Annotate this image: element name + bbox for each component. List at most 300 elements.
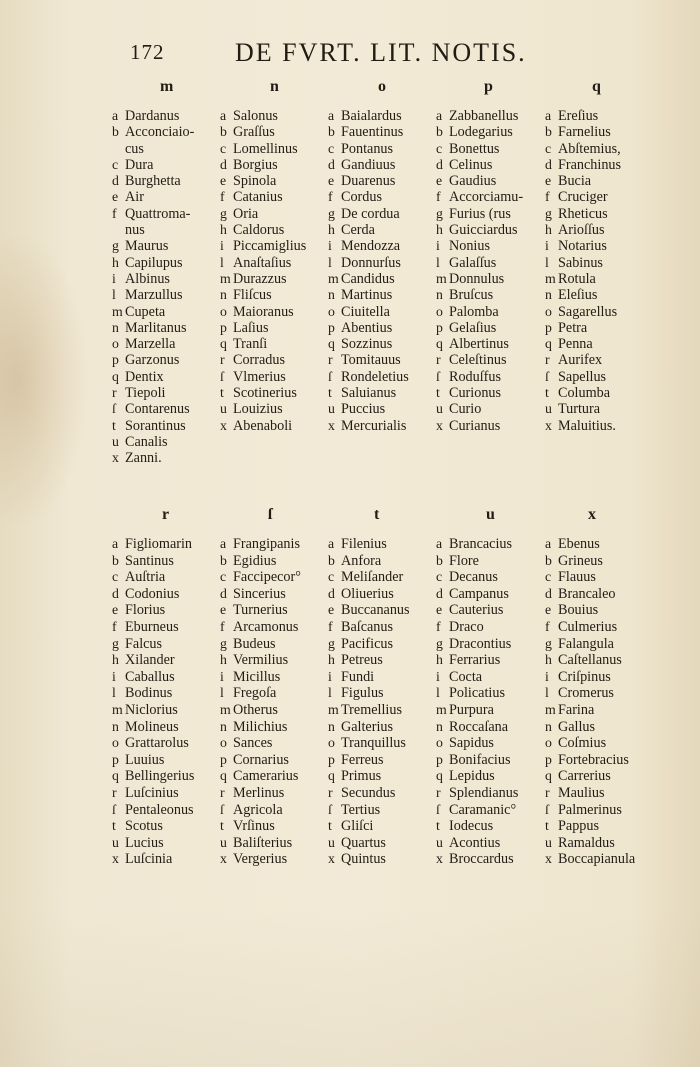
entry-letter: f <box>436 189 441 205</box>
entry-letter: b <box>436 124 443 140</box>
entry-letter: i <box>545 238 549 254</box>
entry-name: Figulus <box>341 685 384 702</box>
entry-letter: x <box>112 851 119 867</box>
cipher-entry <box>220 124 335 140</box>
cipher-entry <box>436 287 551 303</box>
cipher-entry <box>436 835 551 852</box>
cipher-entry <box>112 173 227 189</box>
cipher-entry <box>545 320 660 336</box>
entry-name: Falangula <box>558 635 614 652</box>
cipher-entry <box>328 336 443 352</box>
entry-letter: ſ <box>436 801 440 817</box>
entry-name: Sincerius <box>233 585 286 602</box>
cipher-entry <box>220 418 335 434</box>
cipher-entry <box>436 619 551 636</box>
cipher-column <box>328 536 443 868</box>
entry-name: Scotinerius <box>233 385 297 402</box>
entry-name: Mendozza <box>341 238 401 255</box>
cipher-entry <box>328 569 443 586</box>
entry-name: Primus <box>341 768 382 785</box>
entry-letter: n <box>545 718 552 734</box>
entry-letter: m <box>112 303 123 319</box>
entry-letter: c <box>545 140 552 156</box>
entry-letter: c <box>220 140 227 156</box>
entry-name: Criſpinus <box>558 668 611 685</box>
entry-name: Quattroma- <box>125 205 191 222</box>
cipher-entry <box>328 785 443 802</box>
entry-letter: d <box>545 156 552 172</box>
entry-name: Catanius <box>233 189 283 206</box>
entry-letter: r <box>220 352 225 368</box>
entry-name: Zanni. <box>125 450 162 467</box>
entry-name: Budeus <box>233 635 276 652</box>
cipher-entry <box>220 401 335 417</box>
cipher-entry <box>545 255 660 271</box>
entry-name: Arcamonus <box>233 618 299 635</box>
entry-name: Abentius <box>341 319 393 336</box>
entry-letter: b <box>436 552 443 568</box>
cipher-entry <box>328 818 443 835</box>
entry-letter: q <box>112 368 119 384</box>
entry-name: Ciuitella <box>341 303 390 320</box>
cipher-entry <box>220 271 335 287</box>
entry-name: Donnulus <box>449 270 505 287</box>
entry-name: Frangipanis <box>233 536 300 552</box>
entry-letter: f <box>220 189 225 205</box>
entry-letter: n <box>220 718 227 734</box>
cipher-entry <box>545 124 660 140</box>
cipher-entry <box>545 768 660 785</box>
cipher-entry <box>328 369 443 385</box>
cipher-entry <box>545 385 660 401</box>
cipher-entry <box>112 835 227 852</box>
entry-name: Dura <box>125 156 154 173</box>
entry-name: Cupeta <box>125 303 166 320</box>
entry-name: Bonifacius <box>449 751 511 768</box>
entry-letter: b <box>328 124 335 140</box>
entry-name: Oliuerius <box>341 585 394 602</box>
cipher-entry <box>328 124 443 140</box>
cipher-entry <box>112 434 227 450</box>
cipher-entry <box>545 569 660 586</box>
entry-letter: l <box>328 685 332 701</box>
entry-name: Rotula <box>558 270 596 287</box>
cipher-entry <box>545 636 660 653</box>
cipher-entry <box>112 401 227 417</box>
entry-name: Bellingerius <box>125 768 195 785</box>
paper-shading <box>0 907 700 1067</box>
cipher-entry <box>545 369 660 385</box>
column-heading: q <box>592 78 602 95</box>
cipher-entry <box>112 719 227 736</box>
cipher-entry <box>112 636 227 653</box>
cipher-entry <box>112 752 227 769</box>
cipher-entry <box>112 553 227 570</box>
entry-letter: c <box>220 569 227 585</box>
cipher-entry <box>112 735 227 752</box>
entry-letter: x <box>545 417 552 433</box>
entry-name: Galaſſus <box>449 254 497 271</box>
entry-letter: p <box>112 352 119 368</box>
entry-letter: u <box>112 834 119 850</box>
entry-name: Furius (rus <box>449 205 511 222</box>
entry-letter: p <box>436 319 443 335</box>
entry-name: Lucius <box>125 834 164 851</box>
entry-name: Pentaleonus <box>125 801 194 818</box>
cipher-entry <box>545 157 660 173</box>
entry-letter: g <box>436 635 443 651</box>
column-heading: p <box>484 78 494 95</box>
cipher-entry <box>328 304 443 320</box>
entry-name: Garzonus <box>125 352 180 369</box>
entry-name: Baſcanus <box>341 618 394 635</box>
entry-name: Dracontius <box>449 635 512 652</box>
entry-letter: x <box>112 450 119 466</box>
entry-letter: m <box>328 701 339 717</box>
cipher-entry <box>220 553 335 570</box>
entry-name: Cruciger <box>558 189 608 206</box>
cipher-entry <box>328 189 443 205</box>
entry-name: Figliomarin <box>125 536 192 552</box>
cipher-entry <box>436 108 551 124</box>
entry-letter: ſ <box>112 401 116 417</box>
entry-name: Vermilius <box>233 652 289 669</box>
cipher-entry <box>112 320 227 336</box>
entry-letter: u <box>328 401 335 417</box>
entry-name: Aurifex <box>558 352 603 369</box>
cipher-entry <box>112 602 227 619</box>
entry-name: Lodegarius <box>449 124 513 141</box>
entry-name: Celinus <box>449 156 493 173</box>
entry-letter: i <box>112 270 116 286</box>
entry-letter: r <box>436 352 441 368</box>
entry-name: Baialardus <box>341 108 402 124</box>
entry-letter: f <box>112 205 117 221</box>
entry-letter: p <box>220 751 227 767</box>
entry-name: Marzella <box>125 336 176 353</box>
entry-letter: e <box>545 602 552 618</box>
entry-letter: x <box>328 851 335 867</box>
entry-letter: o <box>545 303 552 319</box>
entry-letter: i <box>220 238 224 254</box>
entry-name: Cauterius <box>449 602 504 619</box>
cipher-entry <box>328 768 443 785</box>
column-heading: ſ <box>268 506 274 523</box>
entry-name: Accorciamu- <box>449 189 524 206</box>
cipher-entry <box>112 536 227 553</box>
column-heading: x <box>588 506 597 523</box>
entry-name: Curianus <box>449 417 501 434</box>
entry-name: Gallus <box>558 718 596 735</box>
entry-letter: t <box>545 385 549 401</box>
cipher-entry <box>112 619 227 636</box>
entry-name: Notarius <box>558 238 607 255</box>
entry-letter: l <box>545 685 549 701</box>
entry-letter: u <box>436 834 443 850</box>
entry-letter: l <box>220 685 224 701</box>
entry-letter: l <box>112 287 116 303</box>
entry-name: Acconciaio- <box>125 124 195 141</box>
cipher-entry <box>112 569 227 586</box>
entry-name: Merlinus <box>233 784 285 801</box>
entry-letter: m <box>545 270 556 286</box>
entry-letter: ſ <box>328 368 332 384</box>
entry-name: Zabbanellus <box>449 108 519 124</box>
entry-letter: h <box>328 652 335 668</box>
entry-name: Cerda <box>341 222 375 239</box>
entry-letter: l <box>220 254 224 270</box>
entry-letter: o <box>220 735 227 751</box>
entry-name: Cornarius <box>233 751 289 768</box>
entry-name: Tertius <box>341 801 381 818</box>
entry-letter: m <box>545 701 556 717</box>
entry-name: Luſcinia <box>125 851 173 868</box>
cipher-entry <box>436 669 551 686</box>
entry-name: Grineus <box>558 552 603 569</box>
entry-letter: f <box>545 618 550 634</box>
entry-name: Durazzus <box>233 270 287 287</box>
entry-letter: i <box>436 238 440 254</box>
cipher-entry <box>220 586 335 603</box>
cipher-entry <box>328 835 443 852</box>
entry-name: Candidus <box>341 270 395 287</box>
entry-name: Laſius <box>233 319 269 336</box>
cipher-entry <box>112 141 227 157</box>
cipher-entry <box>545 108 660 124</box>
entry-name: Maioranus <box>233 303 294 320</box>
cipher-entry <box>328 173 443 189</box>
entry-letter: f <box>328 189 333 205</box>
entry-letter: g <box>545 635 552 651</box>
cipher-entry <box>328 536 443 553</box>
entry-name: cus <box>125 140 144 157</box>
entry-letter: a <box>112 536 119 551</box>
cipher-entry <box>545 702 660 719</box>
entry-name: Pacificus <box>341 635 394 652</box>
entry-name: Ebenus <box>558 536 600 552</box>
entry-letter: h <box>436 652 443 668</box>
page-number: 172 <box>130 40 165 64</box>
entry-name: Boccapianula <box>558 851 636 868</box>
cipher-entry <box>112 336 227 352</box>
cipher-entry <box>328 287 443 303</box>
entry-name: Ramaldus <box>558 834 615 851</box>
entry-letter: u <box>545 401 552 417</box>
cipher-entry <box>112 851 227 868</box>
cipher-column <box>545 108 660 434</box>
entry-letter: n <box>328 287 335 303</box>
cipher-entry <box>436 352 551 368</box>
entry-name: Burghetta <box>125 173 181 190</box>
entry-name: Scotus <box>125 818 163 835</box>
cipher-entry <box>112 271 227 287</box>
entry-letter: r <box>545 352 550 368</box>
entry-name: Luuius <box>125 751 165 768</box>
cipher-entry <box>545 602 660 619</box>
entry-name: nus <box>125 222 145 239</box>
entry-name: Campanus <box>449 585 509 602</box>
entry-name: Vergerius <box>233 851 288 868</box>
entry-letter: n <box>436 718 443 734</box>
entry-letter: e <box>436 602 443 618</box>
entry-name: Iodecus <box>449 818 494 835</box>
entry-letter: a <box>328 108 335 123</box>
entry-letter: a <box>545 536 552 551</box>
cipher-entry <box>328 418 443 434</box>
column-heading: o <box>378 78 387 95</box>
cipher-entry <box>436 851 551 868</box>
cipher-entry <box>220 206 335 222</box>
entry-name: Abenaboli <box>233 417 293 434</box>
entry-name: Eleſius <box>558 287 598 304</box>
entry-letter: b <box>545 124 552 140</box>
entry-letter: ſ <box>545 801 549 817</box>
entry-name: Molineus <box>125 718 179 735</box>
entry-name: Rheticus <box>558 205 608 222</box>
cipher-entry <box>328 586 443 603</box>
entry-letter: d <box>220 156 227 172</box>
cipher-entry <box>545 206 660 222</box>
entry-name: Quartus <box>341 834 386 851</box>
entry-letter: ſ <box>220 801 224 817</box>
cipher-entry <box>112 785 227 802</box>
cipher-entry <box>220 255 335 271</box>
entry-name: Gandiuus <box>341 156 396 173</box>
cipher-entry <box>545 336 660 352</box>
cipher-entry <box>436 401 551 417</box>
cipher-table-upper <box>112 78 632 467</box>
entry-letter: t <box>220 818 224 834</box>
entry-name: Nonius <box>449 238 490 255</box>
entry-name: Donnurſus <box>341 254 401 271</box>
cipher-column <box>545 536 660 868</box>
entry-name: Micillus <box>233 668 281 685</box>
entry-name: Tremellius <box>341 701 402 718</box>
entry-name: Piccamiglius <box>233 238 307 255</box>
cipher-entry <box>220 304 335 320</box>
cipher-entry <box>436 735 551 752</box>
cipher-entry <box>112 818 227 835</box>
entry-letter: x <box>220 417 227 433</box>
entry-name: Farnelius <box>558 124 611 141</box>
cipher-entry <box>545 238 660 254</box>
cipher-entry <box>220 108 335 124</box>
entry-letter: b <box>112 124 119 140</box>
entry-letter: t <box>545 818 549 834</box>
entry-letter: c <box>112 156 119 172</box>
cipher-entry <box>220 238 335 254</box>
entry-name: Lepidus <box>449 768 495 785</box>
entry-name: Salonus <box>233 108 278 124</box>
entry-letter: p <box>436 751 443 767</box>
entry-letter: i <box>545 668 549 684</box>
entry-name: Corradus <box>233 352 286 369</box>
cipher-entry <box>328 719 443 736</box>
cipher-entry <box>545 536 660 553</box>
entry-letter: c <box>328 140 335 156</box>
cipher-entry <box>220 385 335 401</box>
entry-letter: o <box>436 735 443 751</box>
cipher-entry <box>220 785 335 802</box>
entry-letter: r <box>112 385 117 401</box>
entry-name: Santinus <box>125 552 174 569</box>
cipher-entry <box>220 669 335 686</box>
entry-letter: a <box>328 536 335 551</box>
entry-name: Fortebracius <box>558 751 629 768</box>
cipher-entry <box>436 818 551 835</box>
cipher-entry <box>220 652 335 669</box>
cipher-entry <box>220 752 335 769</box>
entry-letter: q <box>328 336 335 352</box>
entry-letter: g <box>112 238 119 254</box>
cipher-entry <box>436 536 551 553</box>
cipher-entry <box>220 702 335 719</box>
entry-letter: u <box>545 834 552 850</box>
cipher-entry <box>328 636 443 653</box>
entry-name: Air <box>125 189 144 206</box>
entry-name: Caldorus <box>233 222 285 239</box>
entry-name: Franchinus <box>558 156 622 173</box>
cipher-entry <box>220 768 335 785</box>
entry-letter: i <box>436 668 440 684</box>
cipher-entry <box>220 818 335 835</box>
entry-letter: n <box>328 718 335 734</box>
entry-letter: q <box>436 336 443 352</box>
cipher-entry <box>436 802 551 819</box>
cipher-entry <box>436 586 551 603</box>
cipher-entry <box>436 189 551 205</box>
cipher-entry <box>436 238 551 254</box>
entry-name: Anaſtaſius <box>233 254 292 271</box>
entry-name: Baliſterius <box>233 834 293 851</box>
cipher-entry <box>436 141 551 157</box>
entry-name: Luſcinius <box>125 784 179 801</box>
entry-name: Farina <box>558 701 595 718</box>
entry-name: Carrerius <box>558 768 611 785</box>
entry-letter: ſ <box>220 368 224 384</box>
cipher-entry <box>545 851 660 868</box>
cipher-entry <box>328 553 443 570</box>
entry-letter: u <box>220 834 227 850</box>
cipher-entry <box>328 206 443 222</box>
entry-name: Oria <box>233 205 259 222</box>
cipher-entry <box>436 418 551 434</box>
entry-name: Decanus <box>449 569 498 586</box>
entry-letter: b <box>220 552 227 568</box>
cipher-entry <box>545 785 660 802</box>
page-header <box>130 38 570 72</box>
entry-name: Grattarolus <box>125 735 189 752</box>
cipher-entry <box>328 851 443 868</box>
column-headings <box>112 506 632 536</box>
entry-name: Arioſſus <box>558 222 605 239</box>
running-title: DE FVRT. LIT. NOTIS. <box>235 38 527 67</box>
entry-name: Gelaſius <box>449 319 497 336</box>
cipher-entry <box>112 369 227 385</box>
cipher-entry <box>112 108 227 124</box>
cipher-entry <box>220 157 335 173</box>
entry-letter: x <box>545 851 552 867</box>
entry-name: Tranſi <box>233 336 268 353</box>
entry-letter: n <box>112 718 119 734</box>
entry-name: Marzullus <box>125 287 183 304</box>
cipher-entry <box>545 271 660 287</box>
entry-name: Curio <box>449 401 482 418</box>
entry-name: Maluitius. <box>558 417 616 434</box>
entry-name: Tomitauus <box>341 352 401 369</box>
entry-name: Pontanus <box>341 140 394 157</box>
entry-letter: h <box>545 652 552 668</box>
